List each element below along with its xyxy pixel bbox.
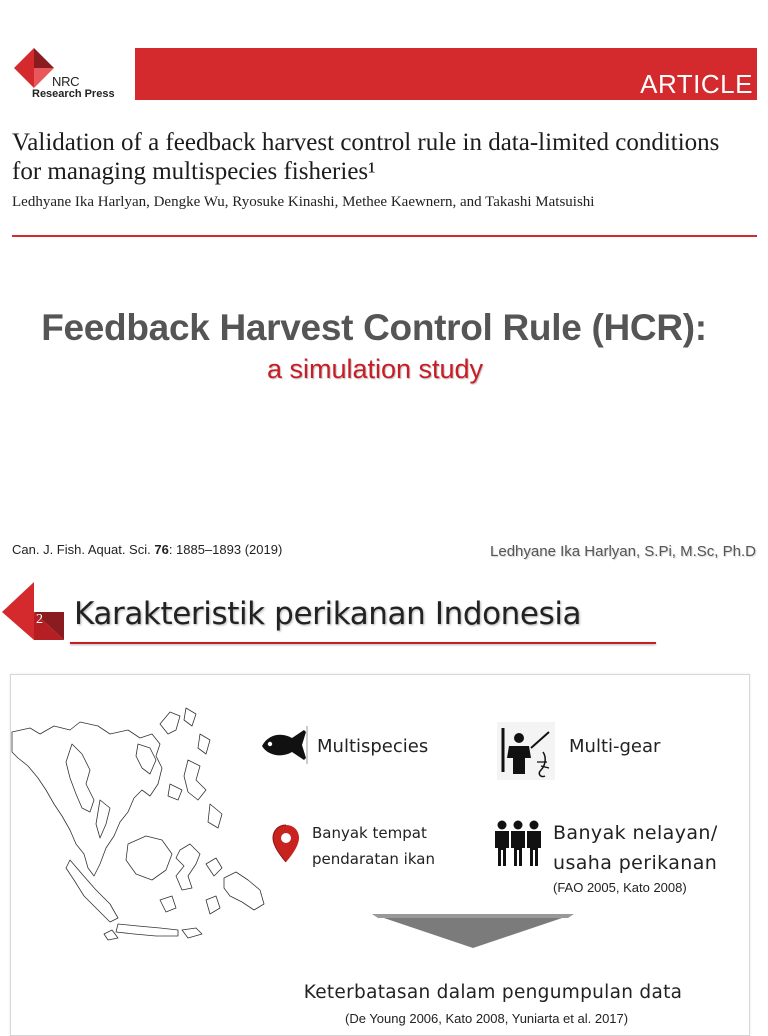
paper-title: Validation of a feedback harvest control rule in data-limited conditions for managing multispecies fisheries¹ bbox=[12, 129, 720, 185]
paper-authors: Ledhyane Ika Harlyan, Dengke Wu, Ryosuke Kinashi, Methee Kaewnern, and Takashi Matsuishi bbox=[12, 194, 595, 210]
map-pin-icon bbox=[272, 824, 300, 864]
slide-title: Feedback Harvest Control Rule (HCR): bbox=[41, 307, 707, 348]
southeast-asia-map-icon bbox=[10, 704, 265, 942]
down-arrow-icon bbox=[372, 914, 574, 948]
slide-subtitle: a simulation study bbox=[266, 354, 484, 384]
presenter-name: Ledhyane Ika Harlyan, S.Pi, M.Sc, Ph.D bbox=[490, 543, 756, 560]
slide-number: 2 bbox=[36, 612, 43, 627]
logo-subtitle: Research Press bbox=[32, 88, 115, 100]
section-heading: Karakteristik perikanan Indonesia bbox=[74, 596, 582, 632]
fishers-reference: (FAO 2005, Kato 2008) bbox=[553, 880, 687, 895]
header-divider bbox=[12, 235, 757, 237]
conclusion-text: Keterbatasan dalam pengumpulan data bbox=[303, 982, 683, 1003]
slide-number-badge bbox=[2, 582, 64, 640]
feature-multispecies bbox=[260, 724, 460, 764]
nrc-logo-mark-icon bbox=[12, 46, 56, 90]
landing-sites-label: Banyak tempat pendaratan ikan bbox=[312, 824, 435, 868]
logo-name: NRC bbox=[52, 74, 80, 89]
conclusion-reference: (De Young 2006, Kato 2008, Yuniarta et al. 2017) bbox=[345, 1011, 629, 1026]
citation-journal: Can. J. Fish. Aquat. Sci. bbox=[12, 542, 155, 557]
people-icon bbox=[494, 820, 542, 866]
feature-multigear bbox=[497, 722, 717, 780]
fishing-gear-icon bbox=[497, 722, 555, 780]
article-banner bbox=[135, 48, 757, 100]
multigear-label: Multi-gear bbox=[569, 736, 661, 757]
multispecies-label: Multispecies bbox=[317, 736, 429, 757]
article-label: ARTICLE bbox=[640, 69, 753, 99]
journal-citation bbox=[12, 542, 282, 557]
feature-fishers bbox=[494, 814, 744, 898]
nrc-research-press-logo bbox=[12, 46, 122, 102]
heading-underline bbox=[70, 642, 656, 644]
badge-triangle-icon bbox=[2, 582, 64, 640]
fish-icon bbox=[260, 726, 310, 764]
feature-landing-sites bbox=[272, 816, 492, 872]
citation-pages: : 1885–1893 (2019) bbox=[168, 542, 283, 557]
fishers-label: Banyak nelayan/ usaha perikanan bbox=[553, 822, 718, 874]
citation-volume: 76 bbox=[154, 542, 169, 557]
